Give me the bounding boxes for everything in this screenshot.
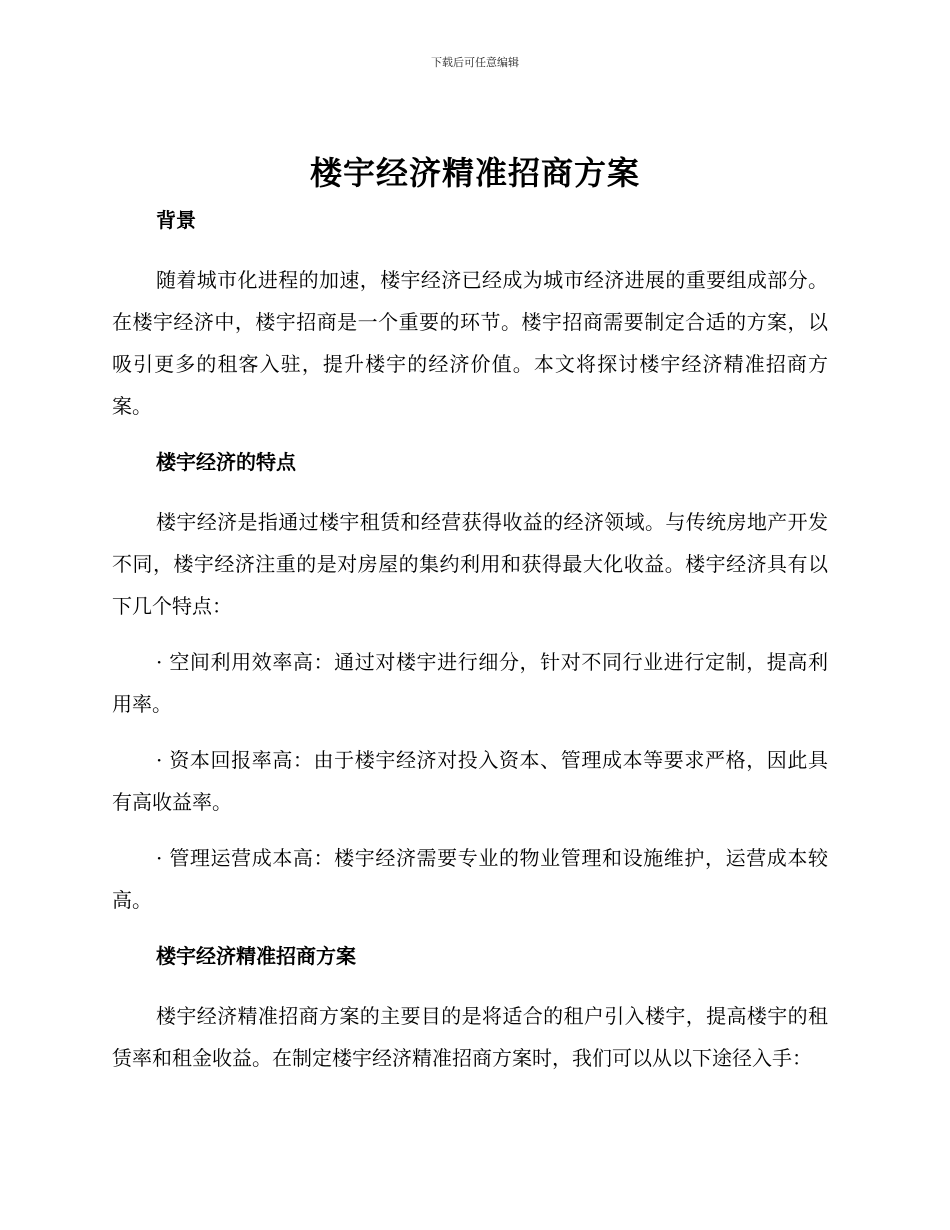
- document-title: 楼宇经济精准招商方案: [309, 154, 640, 192]
- section-heading-background: 背景: [156, 208, 196, 232]
- section-heading-features: 楼宇经济的特点: [156, 450, 296, 474]
- paragraph-features: 楼宇经济是指通过楼宇租赁和经营获得收益的经济领域。与传统房地产开发不同，楼宇经济注重的是对房屋的集约利用和获得最大化收益。楼宇经济具有以下几个特点：: [112, 510, 828, 618]
- bullet-item: · 空间利用效率高：通过对楼宇进行细分，针对不同行业进行定制，提高利用率。: [112, 650, 828, 716]
- bullet-item: · 资本回报率高：由于楼宇经济对投入资本、管理成本等要求严格，因此具有高收益率。: [112, 748, 828, 814]
- section-heading-plan: 楼宇经济精准招商方案: [156, 944, 356, 968]
- page-header-note: 下载后可任意编辑: [431, 56, 519, 69]
- document-body: [112, 205, 828, 1079]
- paragraph-background: 随着城市化进程的加速，楼宇经济已经成为城市经济进展的重要组成部分。在楼宇经济中，楼宇招商是一个重要的环节。楼宇招商需要制定合适的方案，以吸引更多的租客入驻，提升楼宇的经济价值。本文将探讨楼宇经济精准招商方案。: [112, 268, 828, 418]
- paragraph-plan: 楼宇经济精准招商方案的主要目的是将适合的租户引入楼宇，提高楼宇的租赁率和租金收益。在制定楼宇经济精准招商方案时，我们可以从以下途径入手：: [112, 1004, 828, 1070]
- bullet-item: · 管理运营成本高：楼宇经济需要专业的物业管理和设施维护，运营成本较高。: [112, 846, 828, 912]
